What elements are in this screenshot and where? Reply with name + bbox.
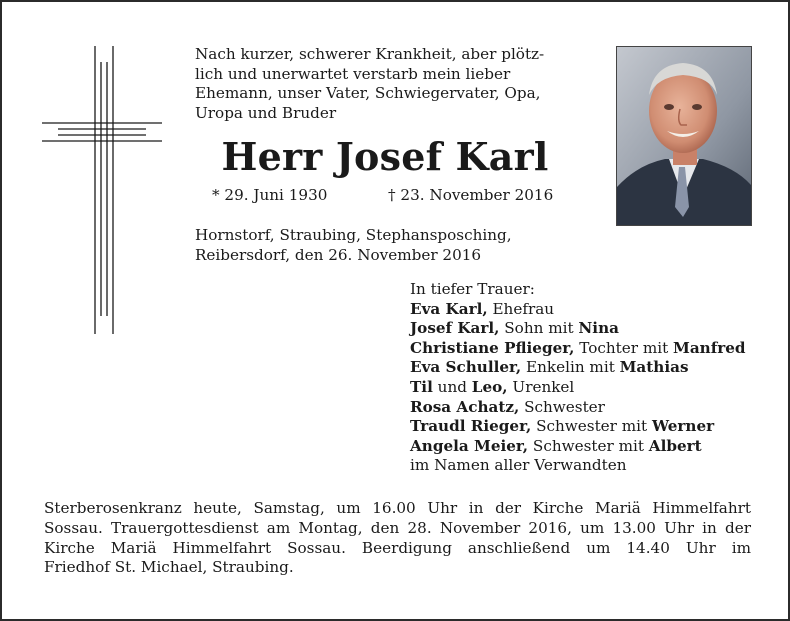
funeral-details <box>44 499 751 578</box>
details-line: Sossau. Trauergottesdienst am Montag, den 28. November 2016, um 13.00 Uhr in der <box>44 518 751 537</box>
deceased-name: Herr Josef Karl <box>221 134 549 179</box>
places-line: Reibersdorf, den 26. November 2016 <box>195 246 482 264</box>
mourner-relation: Tochter mit <box>574 338 674 357</box>
mourner-name: Rosa Achatz, <box>410 397 520 416</box>
list-item <box>410 319 780 339</box>
birth-date: * 29. Juni 1930 <box>212 186 328 204</box>
mourner-name: Til <box>410 377 433 396</box>
mourner-relation: Ehefrau <box>487 299 555 318</box>
intro-line: Nach kurzer, schwerer Krankheit, aber plötz- <box>195 45 545 63</box>
details-line: Kirche Mariä Himmelfahrt Sossau. Beerdigung anschließend um 14.40 Uhr im <box>44 538 751 557</box>
portrait-image <box>617 47 751 225</box>
places-and-date <box>195 225 595 265</box>
details-line: Friedhof St. Michael, Straubing. <box>44 558 294 577</box>
mourner-name: Eva Schuller, <box>410 358 522 377</box>
mourner-relation: Schwester mit <box>531 417 652 436</box>
intro-line: Uropa und Bruder <box>195 103 337 122</box>
mourner-suffix: Urenkel <box>507 377 575 396</box>
mourners-heading: In tiefer Trauer: <box>410 280 535 298</box>
mourner-relation: Schwester mit <box>528 436 649 455</box>
death-date: † 23. November 2016 <box>388 186 554 204</box>
mourner-name: Christiane Pflieger, <box>410 338 575 357</box>
mourner-partner: Werner <box>651 417 715 436</box>
list-item <box>410 437 780 457</box>
mourner-partner: Leo, <box>471 377 508 396</box>
portrait-photo <box>616 46 752 226</box>
list-item <box>410 358 780 378</box>
intro-line: Ehemann, unser Vater, Schwiegervater, Opa, <box>195 84 541 103</box>
list-item <box>410 417 780 437</box>
mourner-partner: Mathias <box>619 358 689 377</box>
mourners-list <box>410 280 780 476</box>
list-item <box>410 339 780 359</box>
details-line: Sterberosenkranz heute, Samstag, um 16.00 Uhr in der Kirche Mariä Himmelfahrt <box>44 499 751 517</box>
mourner-partner: Manfred <box>673 338 746 357</box>
intro-text <box>195 45 583 123</box>
list-item <box>410 300 780 320</box>
places-line: Hornstorf, Straubing, Stephansposching, <box>195 226 512 244</box>
intro-line: lich und unerwartet verstarb mein lieber <box>195 64 511 83</box>
mourner-name: Josef Karl, <box>410 319 500 338</box>
mourner-relation: Sohn mit <box>499 319 579 338</box>
mourners-closing: im Namen aller Verwandten <box>410 456 627 475</box>
mourner-relation: Enkelin mit <box>521 358 620 377</box>
mourner-relation: und <box>432 377 472 396</box>
list-item <box>410 378 780 398</box>
mourner-partner: Nina <box>578 319 619 338</box>
mourner-name: Angela Meier, <box>410 436 529 455</box>
mourner-relation: Schwester <box>519 397 605 416</box>
list-item <box>410 398 780 418</box>
mourner-name: Traudl Rieger, <box>410 417 532 436</box>
cross-icon <box>42 46 162 334</box>
mourner-partner: Albert <box>648 436 702 455</box>
mourner-name: Eva Karl, <box>410 299 488 318</box>
